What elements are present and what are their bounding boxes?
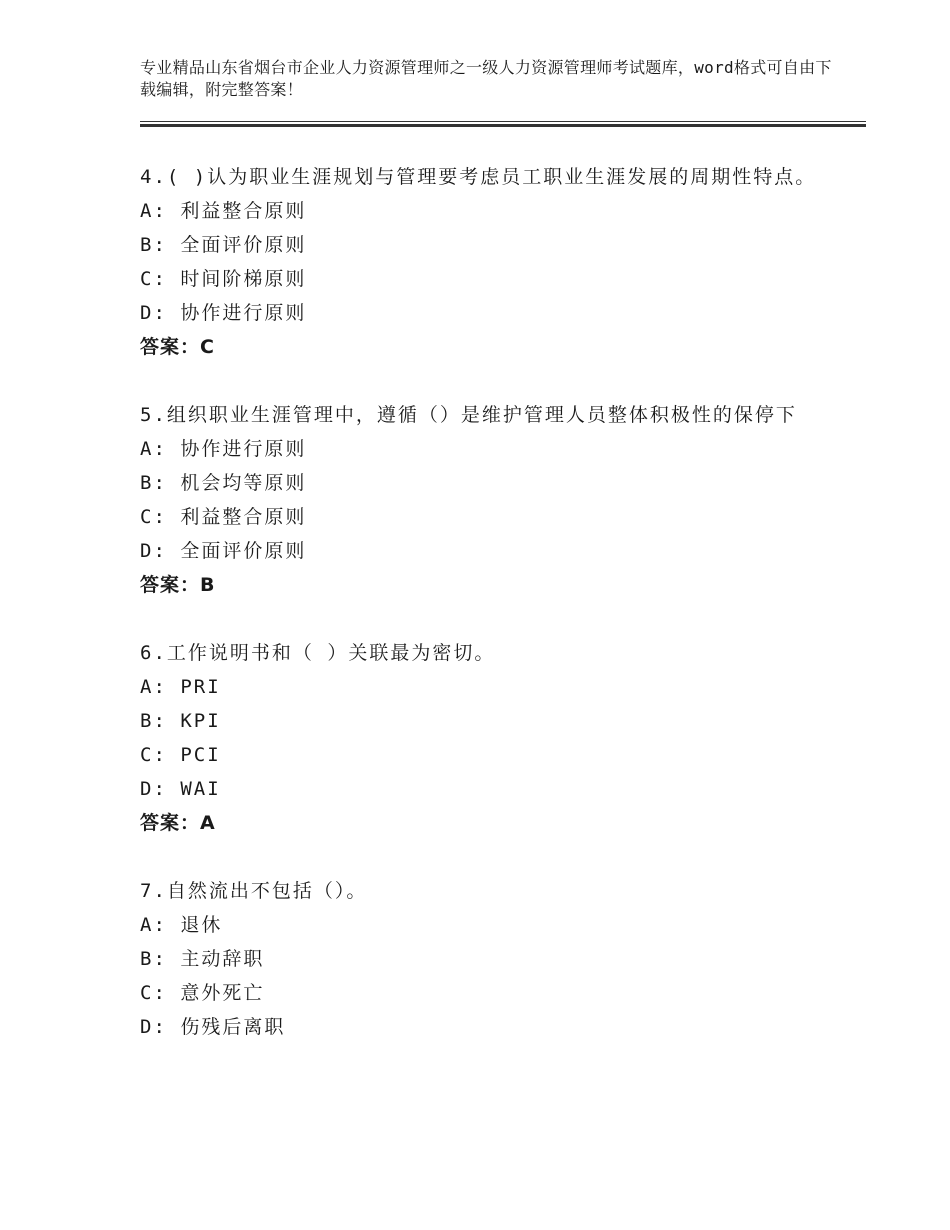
option-b: B: 全面评价原则	[140, 234, 307, 256]
option-a: A: 退休	[140, 914, 223, 936]
document-header: 专业精品山东省烟台市企业人力资源管理师之一级人力资源管理师考试题库，word格式可自由下载编辑，附完整答案！	[140, 58, 832, 99]
option-d: D: 全面评价原则	[140, 540, 307, 562]
answer-label: 答案：C	[140, 336, 215, 358]
option-b: B: KPI	[140, 710, 221, 732]
question-stem: 7.自然流出不包括（）。	[140, 880, 368, 902]
option-a: A: PRI	[140, 676, 221, 698]
option-b: B: 主动辞职	[140, 948, 265, 970]
header-divider-thin	[140, 121, 866, 122]
option-d: D: WAI	[140, 778, 221, 800]
answer-label: 答案：A	[140, 812, 216, 834]
question-6	[140, 636, 820, 840]
option-c: C: 利益整合原则	[140, 506, 307, 528]
option-c: C: PCI	[140, 744, 221, 766]
option-b: B: 机会均等原则	[140, 472, 307, 494]
option-a: A: 协作进行原则	[140, 438, 307, 460]
question-4	[140, 160, 820, 364]
question-stem: 5.组织职业生涯管理中，遵循（）是维护管理人员整体积极性的保停下	[140, 404, 797, 426]
option-d: D: 伤残后离职	[140, 1016, 286, 1038]
question-stem: 6.工作说明书和（ ）关联最为密切。	[140, 642, 496, 664]
question-stem: 4.( )认为职业生涯规划与管理要考虑员工职业生涯发展的周期性特点。	[140, 166, 817, 188]
header-divider-thick	[140, 124, 866, 127]
question-5	[140, 398, 820, 602]
question-7	[140, 874, 820, 1044]
option-d: D: 协作进行原则	[140, 302, 307, 324]
question-list	[140, 160, 820, 1078]
answer-label: 答案：B	[140, 574, 216, 596]
option-a: A: 利益整合原则	[140, 200, 307, 222]
option-c: C: 时间阶梯原则	[140, 268, 307, 290]
option-c: C: 意外死亡	[140, 982, 265, 1004]
